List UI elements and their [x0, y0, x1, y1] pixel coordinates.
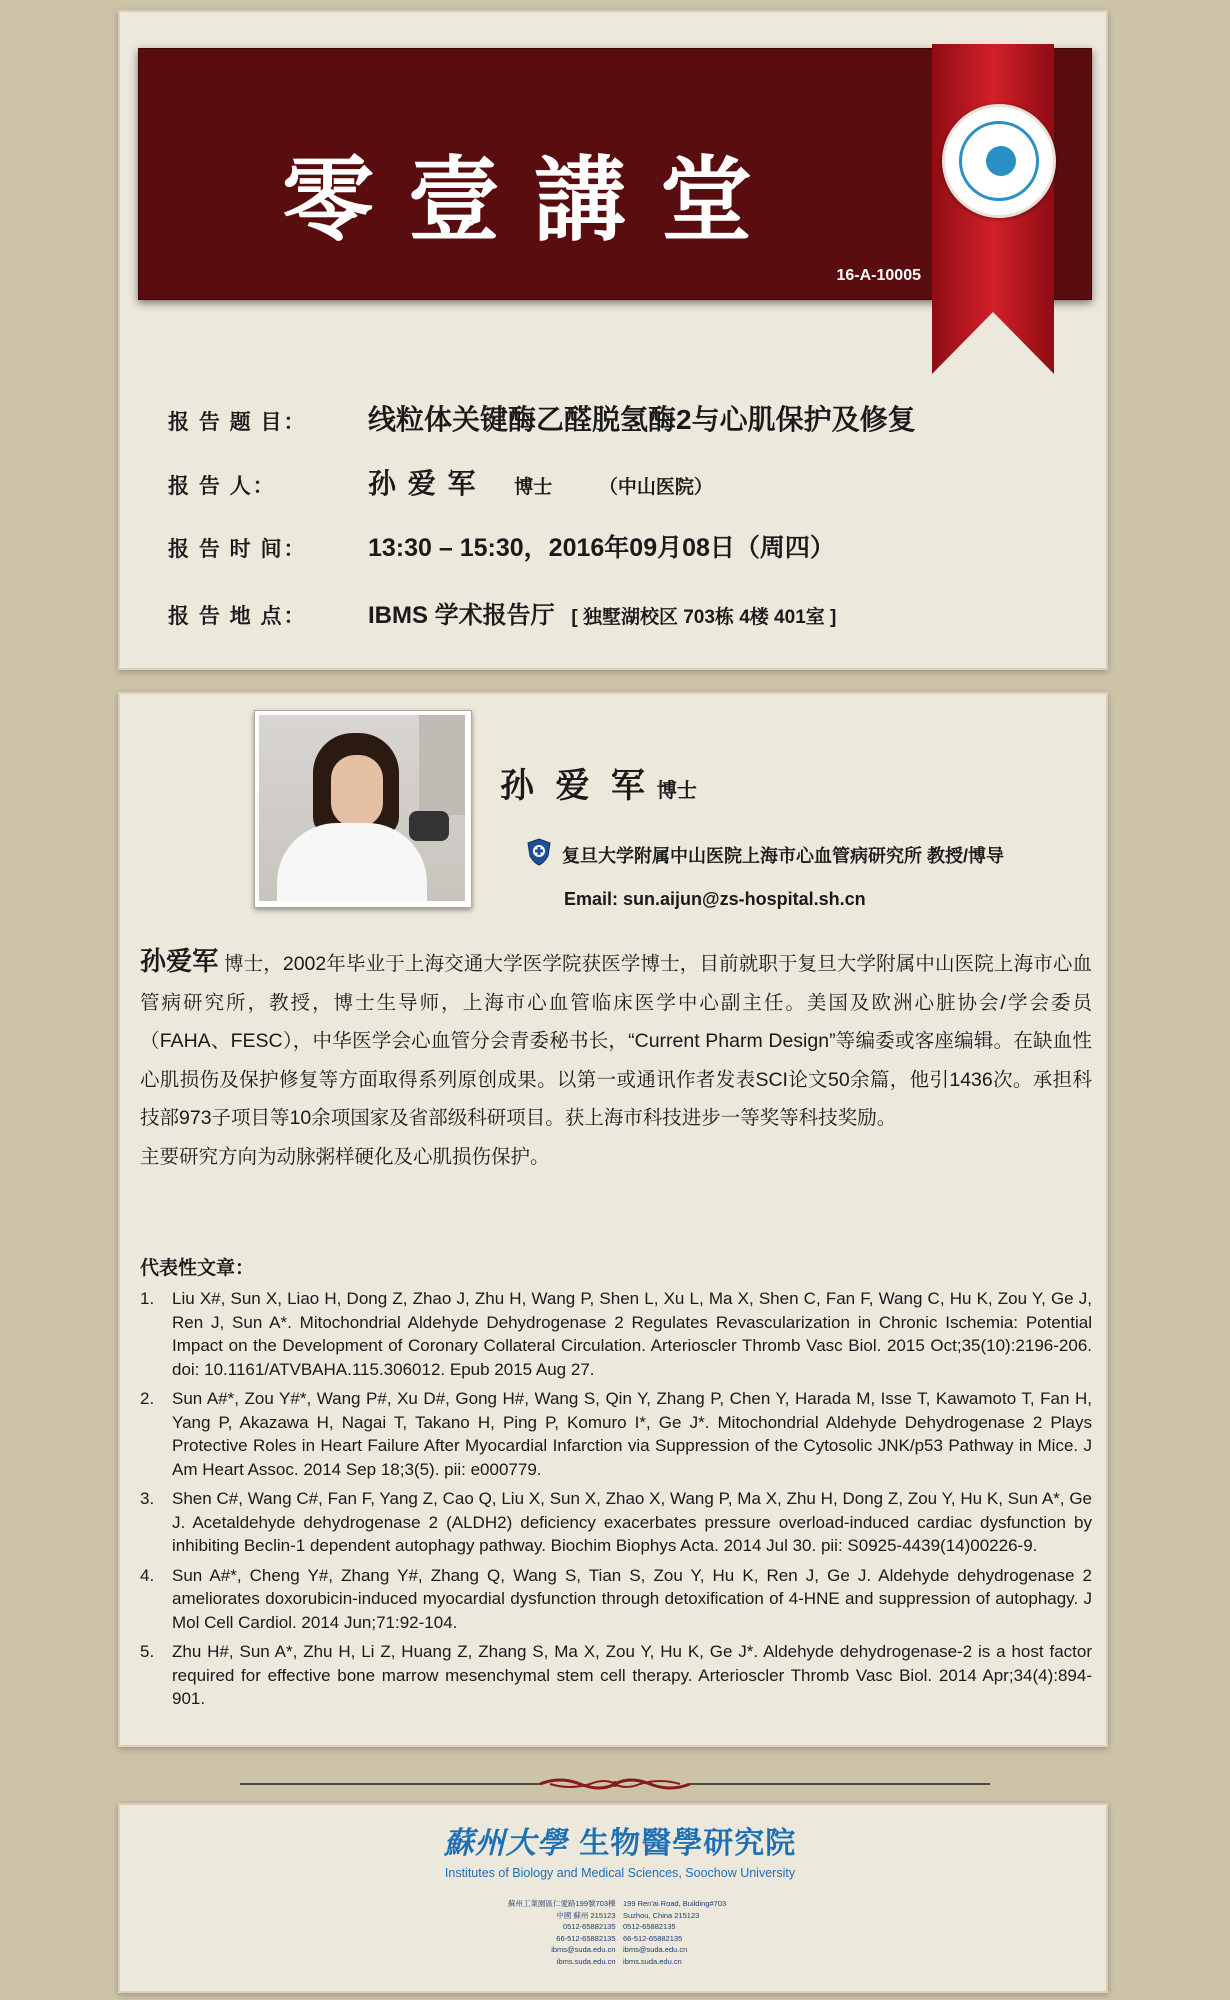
publication-item: 2. Sun A#*, Zou Y#*, Wang P#, Xu D#, Gong H#, Wang S, Qin Y, Zhang P, Chen Y, Harada M, Isse T, Kawamoto T, Fan H, Yang P, Akazawa H, Nagai T, Takano H, Ping P, Komuro I*, Ge J*. Mitochondrial Aldehyde Dehydrogenase 2 Plays Protective Roles in Heart Failure After Myocardial Infarction via Suppression of the Cytosolic JNK/p53 Pathway in Mice. J Am Heart Assoc. 2014 Sep 18;3(5). pii: e000779. — [140, 1389, 1092, 1479]
place-value: IBMS 学术报告厅 — [368, 602, 555, 629]
institute-logo — [430, 1818, 810, 1880]
profile-email: Email: sun.aijun@zs-hospital.sh.cn — [564, 889, 866, 909]
institute-name-en: Institutes of Biology and Medical Sciences, Soochow University — [444, 1866, 796, 1880]
address-english: 199 Ren'ai Road, Building#703 Suzhou, China 215123 0512-65882135 66-512-65882135 ibms@suda.edu.cn ibms.suda.edu.cn — [623, 1899, 727, 1966]
profile-affiliation: 复旦大学附属中山医院上海市心血管病研究所 教授/博导 — [562, 846, 1004, 866]
profile-title: 博士 — [656, 780, 697, 802]
event-code: 16-A-10005 — [836, 267, 921, 284]
publication-item: 3. Shen C#, Wang C#, Fan F, Yang Z, Cao Q, Liu X, Sun X, Zhao X, Wang P, Ma X, Zhu H, Dong Z, Zou Y, Hu K, Sun A*, Ge J. Acetaldehyde dehydrogenase 2 (ALDH2) deficiency exacerbates pressure overload-induced cardiac dysfunction by inhibiting Beclin-1 dependent autophagy pathway. Biochim Biophys Acta. 2014 Jul 30. pii: S0925-4439(14)00226-9. — [140, 1489, 1092, 1555]
bio-name: 孙爱军 — [140, 946, 219, 976]
bio-text: 博士，2002年毕业于上海交通大学医学院获医学博士，目前就职于复旦大学附属中山医院上海市心血管病研究所，教授，博士生导师，上海市心血管临床医学中心副主任。美国及欧洲心脏协会/学会委员（FAHA、FESC），中华医学会心血管分会青委秘书长，“Current Pharm Design”等编委或客座编辑。在缺血性心肌损伤及保护修复等方面取得系列原创成果。以第一或通讯作者发表SCI论文50余篇，他引1436次。承担科技部973子项目等10余项国家及省部级科研项目。获上海市科技进步一等奖等科技奖励。 — [140, 953, 1092, 1129]
speaker-photo — [254, 710, 472, 908]
publication-item: 4. Sun A#*, Cheng Y#, Zhang Y#, Zhang Q, Wang S, Tian S, Zou Y, Hu K, Ren J, Ge J. Aldehyde dehydrogenase 2 ameliorates doxorubicin-induced myocardial dysfunction through detoxification of 4-HNE and suppression of autophagy. J Mol Cell Cardiol. 2014 Jun;71:92-104. — [140, 1565, 1092, 1632]
publications-list — [140, 1287, 1092, 1717]
publications-heading: 代表性文章： — [140, 1258, 255, 1279]
biography — [140, 942, 1092, 1176]
topic-row — [168, 398, 916, 438]
publication-item: 5. Zhu H#, Sun A*, Zhu H, Li Z, Huang Z, Zhang S, Ma X, Zou Y, Hu K, Ge J*. Aldehyde dehydrogenase-2 is a host factor required for effective bone marrow mesenchymal stem cell therapy. Arterioscler Thromb Vasc Biol. 2014 Apr;34(4):894-901. — [140, 1642, 1092, 1708]
institute-name-cn: 生物醫學研究院 — [579, 1826, 797, 1861]
topic-value: 线粒体关键酶乙醛脱氢酶2与心肌保护及修复 — [368, 404, 916, 435]
publication-item: 1. Liu X#, Sun X, Liao H, Dong Z, Zhao J, Zhu H, Wang P, Shen L, Xu L, Ma X, Shen C, Fan F, Wang C, Hu K, Zou Y, Ge J, Ren J, Sun A*. Mitochondrial Aldehyde Dehydrogenase 2 Regulates Revascularization in Chronic Ischemia: Potential Impact on the Development of Coronary Collateral Circulation. Arterioscler Thromb Vasc Biol. 2015 Oct;35(10):2196-206. doi: 10.1161/ATVBAHA.115.306012. Epub 2015 Aug 27. — [140, 1289, 1092, 1379]
ornamental-divider — [240, 1776, 990, 1792]
hospital-shield-icon — [526, 838, 552, 866]
time-row — [168, 528, 835, 564]
speaker-label: 报 告 人： — [168, 475, 276, 498]
topic-label: 报 告 题 目： — [168, 411, 307, 434]
speaker-title: 博士 — [514, 477, 553, 498]
place-label: 报 告 地 点： — [168, 605, 307, 628]
research-focus: 主要研究方向为动脉粥样硬化及心肌损伤保护。 — [140, 1145, 550, 1168]
place-row — [168, 595, 836, 630]
profile-name: 孙 爱 军 博士 — [500, 767, 697, 805]
speaker-value: 孙 爱 军 — [368, 468, 478, 499]
university-script: 蘇州大學 — [443, 1826, 568, 1861]
speaker-org: （中山医院） — [598, 477, 713, 498]
institute-seal-icon — [942, 104, 1056, 218]
address-chinese: 蘇州工業園區仁愛路199號703棟 中國 蘇州 215123 0512-65882135 66-512-65882135 ibms@suda.edu.cn ibms.suda.edu.cn — [508, 1899, 616, 1966]
banner-title: 零壹講堂 — [281, 146, 786, 254]
place-detail: [ 独墅湖校区 703栋 4楼 401室 ] — [571, 607, 837, 628]
speaker-row — [168, 462, 713, 502]
time-label: 报 告 时 间： — [168, 538, 307, 561]
time-value: 13:30 – 15:30，2016年09月08日（周四） — [368, 534, 835, 562]
